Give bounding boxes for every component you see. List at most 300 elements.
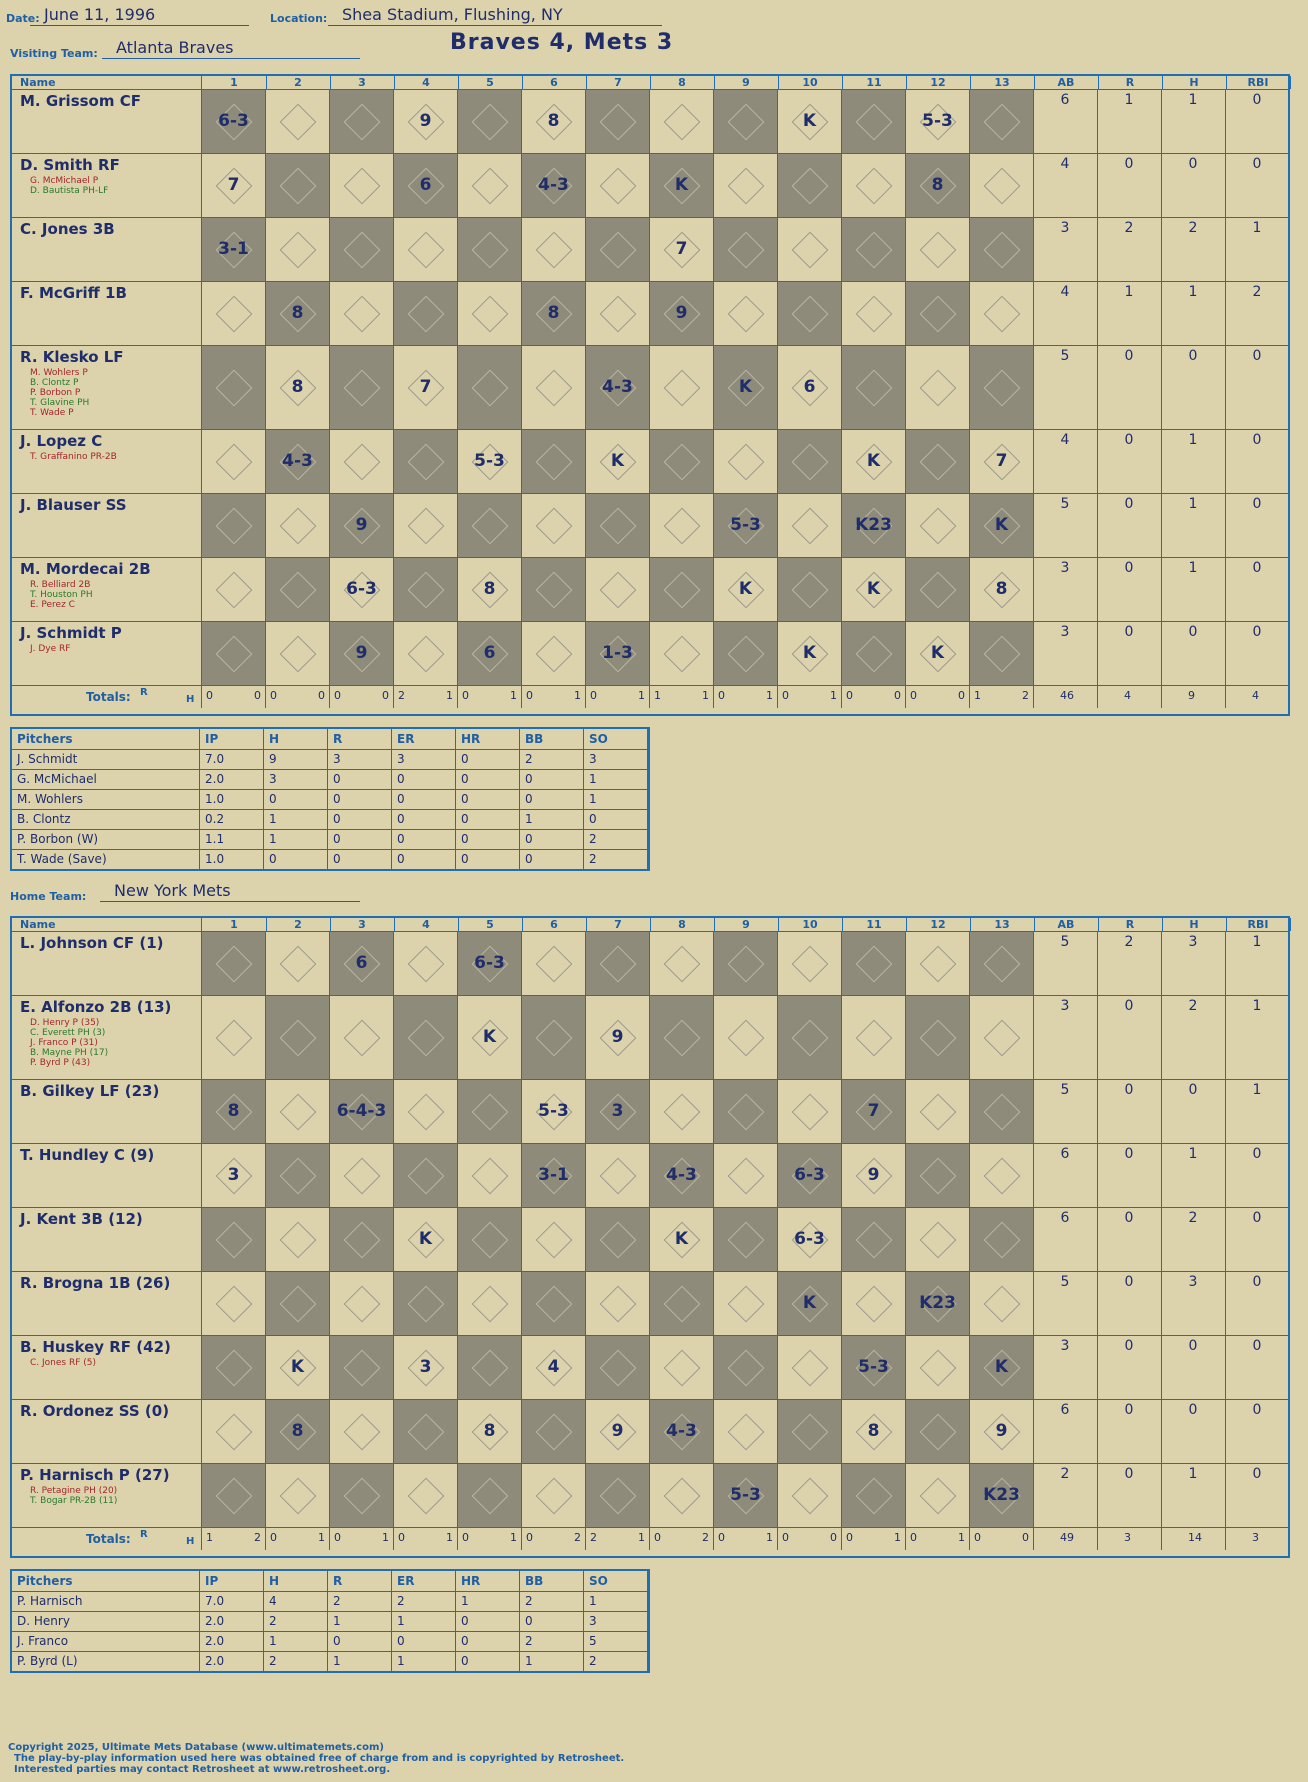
at-bat-cell xyxy=(394,494,458,558)
stat-value: 2 xyxy=(1188,1210,1198,1226)
base-diamond xyxy=(471,1221,508,1258)
totals-label: Totals: xyxy=(86,690,131,704)
substitute-name: R. Belliard 2B xyxy=(30,580,91,590)
stat-cell xyxy=(1226,154,1290,218)
pitcher-stat: 2.0 xyxy=(200,1611,264,1631)
inning-total-cell xyxy=(266,686,330,708)
base-diamond xyxy=(535,443,572,480)
totals-h-label: H xyxy=(186,1536,195,1547)
at-bat-cell xyxy=(202,430,266,494)
base-diamond xyxy=(983,1221,1020,1258)
pitcher-stat: 1 xyxy=(520,809,584,829)
play-result: 5-3 xyxy=(858,1356,889,1377)
at-bat-cell xyxy=(394,1336,458,1400)
base-diamond xyxy=(919,1349,956,1386)
base-diamond xyxy=(343,103,380,140)
at-bat-cell xyxy=(330,558,394,622)
pitcher-stat: 0 xyxy=(264,849,328,869)
pitcher-stat: 3 xyxy=(584,749,648,769)
home-team-value: New York Mets xyxy=(100,881,360,902)
game-total-cell xyxy=(1226,1528,1290,1550)
base-diamond xyxy=(215,295,252,332)
stat-cell xyxy=(1098,1336,1162,1400)
stat-cell xyxy=(1226,622,1290,686)
visiting-team-label: Visiting Team: xyxy=(10,47,98,60)
at-bat-cell xyxy=(202,154,266,218)
play-result: K23 xyxy=(919,1292,956,1313)
batter-cell xyxy=(12,1272,202,1336)
pitcher-stat: 3 xyxy=(392,749,456,769)
play-result: K xyxy=(610,450,625,471)
stat-cell xyxy=(1162,90,1226,154)
inning-hits: 1 xyxy=(510,689,517,702)
stat-cell xyxy=(1226,90,1290,154)
play-result: 6 xyxy=(803,376,816,397)
at-bat-cell xyxy=(970,622,1034,686)
base-diamond xyxy=(919,1477,956,1514)
at-bat-cell xyxy=(330,932,394,996)
stat-cell xyxy=(1162,494,1226,558)
stat-value: 5 xyxy=(1060,1274,1070,1290)
game-total-cell xyxy=(1162,1528,1226,1550)
inning-hits: 1 xyxy=(382,1531,389,1544)
game-total-value: 4 xyxy=(1124,689,1131,702)
base-diamond xyxy=(407,507,444,544)
inning-total-cell xyxy=(714,1528,778,1550)
at-bat-cell xyxy=(842,1144,906,1208)
base-diamond xyxy=(727,1349,764,1386)
base-diamond xyxy=(215,635,252,672)
stat-value: 5 xyxy=(1060,496,1070,512)
base-diamond xyxy=(215,1477,252,1514)
game-total-value: 3 xyxy=(1252,1531,1259,1544)
at-bat-cell xyxy=(970,1336,1034,1400)
base-diamond xyxy=(855,167,892,204)
at-bat-cell xyxy=(394,154,458,218)
at-bat-cell xyxy=(650,218,714,282)
column-header-inning: 4 xyxy=(394,918,459,931)
pitcher-stat: 1 xyxy=(392,1651,456,1671)
inning-runs: 0 xyxy=(718,1531,725,1544)
at-bat-cell xyxy=(586,282,650,346)
totals-label: Totals: xyxy=(86,1532,131,1546)
base-diamond xyxy=(471,1285,508,1322)
stat-value: 0 xyxy=(1252,1210,1262,1226)
play-result: K xyxy=(994,1356,1009,1377)
play-result: 8 xyxy=(291,376,304,397)
at-bat-cell xyxy=(906,90,970,154)
at-bat-cell xyxy=(202,90,266,154)
column-header-inning: 3 xyxy=(330,76,395,89)
pitcher-stat: 0 xyxy=(520,789,584,809)
at-bat-cell xyxy=(586,1400,650,1464)
batter-cell xyxy=(12,346,202,430)
at-bat-cell xyxy=(202,1080,266,1144)
inning-hits: 2 xyxy=(574,1531,581,1544)
at-bat-cell xyxy=(522,90,586,154)
stat-value: 2 xyxy=(1124,220,1134,236)
at-bat-cell xyxy=(266,1080,330,1144)
pitchers-column-header: R xyxy=(328,1571,392,1591)
play-result: 8 xyxy=(483,578,496,599)
column-header-stat: RBI xyxy=(1226,918,1291,931)
stat-value: 1 xyxy=(1124,284,1134,300)
column-header-inning: 9 xyxy=(714,918,779,931)
pitcher-stat: 0 xyxy=(456,769,520,789)
base-diamond xyxy=(343,1349,380,1386)
game-total-cell xyxy=(1098,1528,1162,1550)
at-bat-cell xyxy=(970,558,1034,622)
at-bat-cell xyxy=(522,1400,586,1464)
at-bat-cell xyxy=(522,1272,586,1336)
batter-cell xyxy=(12,282,202,346)
inning-total-cell xyxy=(394,686,458,708)
at-bat-cell xyxy=(650,622,714,686)
at-bat-cell xyxy=(586,218,650,282)
base-diamond xyxy=(215,1349,252,1386)
pitcher-name: T. Wade (Save) xyxy=(12,849,200,869)
stat-value: 0 xyxy=(1124,496,1134,512)
pitcher-stat: 0 xyxy=(328,829,392,849)
at-bat-cell xyxy=(202,494,266,558)
inning-hits: 0 xyxy=(382,689,389,702)
at-bat-cell xyxy=(714,1400,778,1464)
stat-cell xyxy=(1034,430,1098,494)
stat-value: 0 xyxy=(1188,624,1198,640)
at-bat-cell xyxy=(650,1272,714,1336)
pitcher-stat: 1 xyxy=(584,769,648,789)
substitute-name: D. Bautista PH-LF xyxy=(30,186,109,196)
substitutes-list xyxy=(30,368,89,418)
base-diamond xyxy=(599,103,636,140)
base-diamond xyxy=(663,1285,700,1322)
footer-copyright: Copyright 2025, Ultimate Mets Database (www.ultimatemets.com) xyxy=(8,1742,384,1753)
pitcher-stat: 2.0 xyxy=(200,1651,264,1671)
pitcher-stat: 0 xyxy=(456,1651,520,1671)
inning-runs: 0 xyxy=(590,689,597,702)
inning-total-cell xyxy=(970,1528,1034,1550)
at-bat-cell xyxy=(842,1400,906,1464)
at-bat-cell xyxy=(906,1400,970,1464)
pitcher-stat: 1 xyxy=(392,1611,456,1631)
inning-runs: 0 xyxy=(846,689,853,702)
stat-value: 0 xyxy=(1252,1274,1262,1290)
base-diamond xyxy=(983,1157,1020,1194)
at-bat-cell xyxy=(202,1464,266,1528)
inning-hits: 2 xyxy=(702,1531,709,1544)
at-bat-cell xyxy=(458,154,522,218)
at-bat-cell xyxy=(586,622,650,686)
base-diamond xyxy=(407,1093,444,1130)
play-result: 9 xyxy=(867,1164,880,1185)
at-bat-cell xyxy=(266,1400,330,1464)
at-bat-cell xyxy=(906,282,970,346)
at-bat-cell xyxy=(330,282,394,346)
column-header-inning: 10 xyxy=(778,918,843,931)
pitcher-stat: 5 xyxy=(584,1631,648,1651)
visitors-pitchers-table xyxy=(10,727,650,871)
home-scorecard xyxy=(10,916,1290,1558)
base-diamond xyxy=(727,443,764,480)
stat-cell xyxy=(1034,1080,1098,1144)
column-header-inning: 2 xyxy=(266,918,331,931)
play-result: K xyxy=(802,110,817,131)
base-diamond xyxy=(919,945,956,982)
play-result: K xyxy=(866,450,881,471)
substitutes-list xyxy=(30,644,70,654)
at-bat-cell xyxy=(458,932,522,996)
at-bat-cell xyxy=(202,558,266,622)
inning-hits: 1 xyxy=(894,1531,901,1544)
stat-cell xyxy=(1034,1336,1098,1400)
pitcher-row xyxy=(12,1611,648,1632)
batter-name: J. Blauser SS xyxy=(20,496,127,514)
at-bat-cell xyxy=(522,218,586,282)
substitute-name: G. McMichael P xyxy=(30,176,99,186)
play-result: K23 xyxy=(983,1484,1020,1505)
substitute-name: T. Houston PH xyxy=(30,590,93,600)
at-bat-cell xyxy=(330,1464,394,1528)
stat-value: 3 xyxy=(1060,998,1070,1014)
base-diamond xyxy=(919,1093,956,1130)
stat-value: 6 xyxy=(1060,1146,1070,1162)
stat-value: 1 xyxy=(1188,284,1198,300)
stat-cell xyxy=(1162,1336,1226,1400)
play-result: 8 xyxy=(227,1100,240,1121)
stat-value: 4 xyxy=(1060,156,1070,172)
base-diamond xyxy=(343,1477,380,1514)
substitute-name: T. Bogar PR-2B (11) xyxy=(30,1496,118,1506)
stat-value: 0 xyxy=(1252,156,1262,172)
column-header-inning: 3 xyxy=(330,918,395,931)
inning-total-cell xyxy=(650,1528,714,1550)
at-bat-cell xyxy=(906,1464,970,1528)
at-bat-cell xyxy=(970,430,1034,494)
stat-cell xyxy=(1034,218,1098,282)
batter-name: R. Klesko LF xyxy=(20,348,124,366)
stat-cell xyxy=(1098,282,1162,346)
at-bat-cell xyxy=(586,1464,650,1528)
pitchers-column-header: SO xyxy=(584,729,648,749)
stat-value: 1 xyxy=(1188,560,1198,576)
pitcher-stat: 0 xyxy=(392,849,456,869)
totals-label-cell xyxy=(12,1528,202,1550)
batter-cell xyxy=(12,1464,202,1528)
pitcher-stat: 3 xyxy=(584,1611,648,1631)
base-diamond xyxy=(919,369,956,406)
base-diamond xyxy=(535,231,572,268)
at-bat-cell xyxy=(778,1208,842,1272)
pitcher-row xyxy=(12,809,648,830)
stat-value: 0 xyxy=(1124,432,1134,448)
at-bat-cell xyxy=(266,1208,330,1272)
stat-value: 0 xyxy=(1124,156,1134,172)
at-bat-cell xyxy=(458,1400,522,1464)
pitchers-column-header: R xyxy=(328,729,392,749)
play-result: K xyxy=(674,174,689,195)
pitcher-row xyxy=(12,789,648,810)
column-header-inning: 12 xyxy=(906,918,971,931)
substitute-name: B. Mayne PH (17) xyxy=(30,1048,109,1058)
inning-total-cell xyxy=(586,686,650,708)
play-result: 8 xyxy=(547,302,560,323)
at-bat-cell xyxy=(458,218,522,282)
at-bat-cell xyxy=(906,1272,970,1336)
play-result: 9 xyxy=(611,1420,624,1441)
pitchers-column-header: ER xyxy=(392,1571,456,1591)
play-result: 4-3 xyxy=(282,450,313,471)
at-bat-cell xyxy=(714,494,778,558)
base-diamond xyxy=(535,1477,572,1514)
pitchers-column-header: BB xyxy=(520,1571,584,1591)
stat-cell xyxy=(1098,1208,1162,1272)
pitcher-stat: 0 xyxy=(520,849,584,869)
base-diamond xyxy=(279,1221,316,1258)
at-bat-cell xyxy=(202,1400,266,1464)
at-bat-cell xyxy=(778,282,842,346)
at-bat-cell xyxy=(266,622,330,686)
stat-cell xyxy=(1226,494,1290,558)
play-result: 8 xyxy=(547,110,560,131)
at-bat-cell xyxy=(970,1464,1034,1528)
column-header-inning: 11 xyxy=(842,76,907,89)
at-bat-cell xyxy=(586,1080,650,1144)
at-bat-cell xyxy=(970,282,1034,346)
stat-cell xyxy=(1034,622,1098,686)
play-result: K xyxy=(994,514,1009,535)
at-bat-cell xyxy=(970,1208,1034,1272)
at-bat-cell xyxy=(906,1336,970,1400)
play-result: K xyxy=(802,1292,817,1313)
base-diamond xyxy=(727,167,764,204)
pitcher-stat: 0 xyxy=(456,1631,520,1651)
at-bat-cell xyxy=(906,1080,970,1144)
base-diamond xyxy=(599,231,636,268)
at-bat-cell xyxy=(202,622,266,686)
stat-cell xyxy=(1162,558,1226,622)
inning-runs: 0 xyxy=(782,1531,789,1544)
at-bat-cell xyxy=(842,996,906,1080)
at-bat-cell xyxy=(266,932,330,996)
base-diamond xyxy=(791,1477,828,1514)
stat-value: 2 xyxy=(1060,1466,1070,1482)
base-diamond xyxy=(791,571,828,608)
inning-hits: 1 xyxy=(958,1531,965,1544)
stat-cell xyxy=(1226,1208,1290,1272)
column-header-inning: 13 xyxy=(970,918,1035,931)
at-bat-cell xyxy=(586,346,650,430)
stat-value: 6 xyxy=(1060,92,1070,108)
stat-cell xyxy=(1034,1208,1098,1272)
base-diamond xyxy=(279,1093,316,1130)
base-diamond xyxy=(791,1093,828,1130)
inning-runs: 0 xyxy=(334,689,341,702)
inning-total-cell xyxy=(970,686,1034,708)
at-bat-cell xyxy=(970,346,1034,430)
play-result: 6-3 xyxy=(794,1164,825,1185)
base-diamond xyxy=(599,1349,636,1386)
base-diamond xyxy=(215,571,252,608)
base-diamond xyxy=(727,1221,764,1258)
inning-hits: 1 xyxy=(574,689,581,702)
at-bat-cell xyxy=(586,430,650,494)
batter-name: L. Johnson CF (1) xyxy=(20,934,164,952)
batter-name: R. Brogna 1B (26) xyxy=(20,1274,171,1292)
stat-cell xyxy=(1162,218,1226,282)
batter-cell xyxy=(12,154,202,218)
at-bat-cell xyxy=(394,282,458,346)
batter-name: J. Lopez C xyxy=(20,432,103,450)
at-bat-cell xyxy=(714,1144,778,1208)
stat-cell xyxy=(1162,346,1226,430)
base-diamond xyxy=(919,1221,956,1258)
substitute-name: J. Dye RF xyxy=(30,644,71,654)
play-result: 6 xyxy=(419,174,432,195)
at-bat-cell xyxy=(394,90,458,154)
stat-value: 0 xyxy=(1124,998,1134,1014)
play-result: 8 xyxy=(291,1420,304,1441)
batter-cell xyxy=(12,1144,202,1208)
at-bat-cell xyxy=(522,282,586,346)
play-result: 4-3 xyxy=(666,1420,697,1441)
stat-value: 0 xyxy=(1252,560,1262,576)
at-bat-cell xyxy=(714,558,778,622)
base-diamond xyxy=(983,1093,1020,1130)
stat-cell xyxy=(1162,622,1226,686)
at-bat-cell xyxy=(458,494,522,558)
base-diamond xyxy=(791,1019,828,1056)
base-diamond xyxy=(407,1285,444,1322)
at-bat-cell xyxy=(906,996,970,1080)
at-bat-cell xyxy=(202,346,266,430)
inning-runs: 0 xyxy=(270,689,277,702)
stat-value: 0 xyxy=(1188,1402,1198,1418)
at-bat-cell xyxy=(330,996,394,1080)
stat-cell xyxy=(1226,932,1290,996)
stat-cell xyxy=(1226,1272,1290,1336)
at-bat-cell xyxy=(714,90,778,154)
base-diamond xyxy=(343,1413,380,1450)
base-diamond xyxy=(407,1477,444,1514)
base-diamond xyxy=(599,167,636,204)
base-diamond xyxy=(407,231,444,268)
at-bat-cell xyxy=(586,932,650,996)
inning-runs: 0 xyxy=(782,689,789,702)
batter-name: B. Gilkey LF (23) xyxy=(20,1082,160,1100)
pitcher-stat: 1 xyxy=(328,1611,392,1631)
pitcher-name: J. Schmidt xyxy=(12,749,200,769)
base-diamond xyxy=(215,1221,252,1258)
substitute-name: M. Wohlers P xyxy=(30,368,88,378)
pitcher-stat: 0 xyxy=(456,749,520,769)
date-value: June 11, 1996 xyxy=(30,5,249,26)
play-result: 8 xyxy=(995,578,1008,599)
game-total-value: 4 xyxy=(1252,689,1259,702)
at-bat-cell xyxy=(714,1272,778,1336)
batter-cell xyxy=(12,1400,202,1464)
at-bat-cell xyxy=(970,996,1034,1080)
at-bat-cell xyxy=(842,218,906,282)
pitcher-stat: 0 xyxy=(456,809,520,829)
stat-value: 0 xyxy=(1124,1210,1134,1226)
base-diamond xyxy=(983,103,1020,140)
inning-hits: 1 xyxy=(638,1531,645,1544)
inning-runs: 1 xyxy=(974,689,981,702)
location-label: Location: xyxy=(270,12,328,25)
at-bat-cell xyxy=(266,154,330,218)
column-header-stat: R xyxy=(1098,918,1163,931)
play-result: K xyxy=(738,376,753,397)
